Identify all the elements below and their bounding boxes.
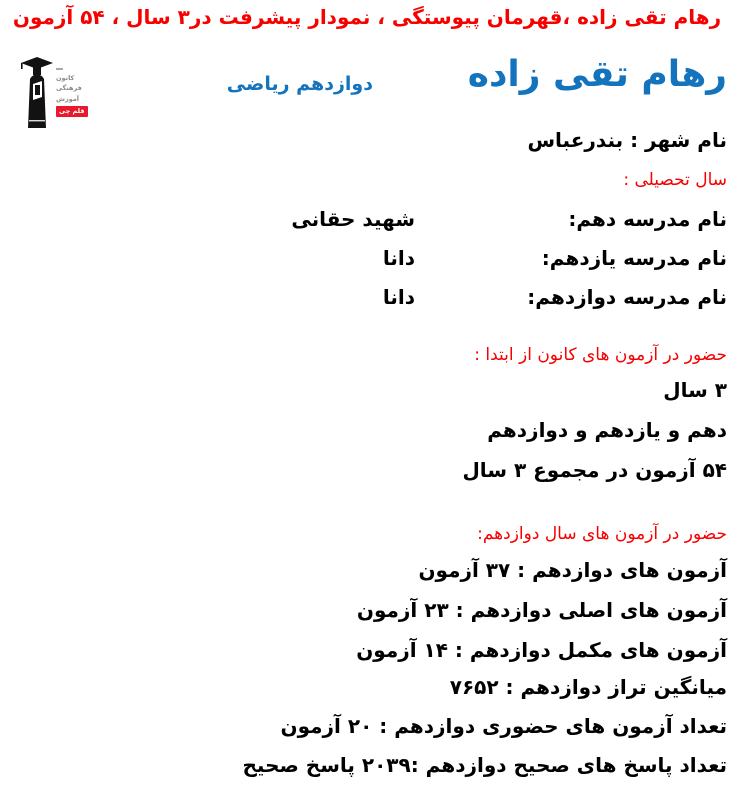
academic-year-label: سال تحصیلی :	[623, 170, 727, 190]
school10-label: نام مدرسه دهم:	[568, 207, 727, 231]
stat-line-exams12: آزمون های دوازدهم : ۳۷ آزمون	[418, 558, 727, 582]
stat-line-supplementary-exams12: آزمون های مکمل دوازدهم : ۱۴ آزمون	[356, 638, 727, 662]
kanoon-logo	[20, 54, 84, 132]
stat-line-years: ۳ سال	[663, 378, 727, 402]
stat-line-total-exams: ۵۴ آزمون در مجموع ۳ سال	[462, 458, 727, 482]
school11-value: دانا	[382, 246, 415, 270]
grade-field: دوازدهم ریاضی	[226, 73, 373, 95]
stat-line-average-score12: میانگین تراز دوازدهم : ۷۶۵۲	[449, 675, 727, 699]
logo-org-word: کانون	[56, 74, 75, 82]
school12-label: نام مدرسه دوازدهم:	[527, 285, 727, 309]
logo-org-word: فرهنگی	[56, 84, 82, 93]
school11-label: نام مدرسه یازدهم:	[541, 246, 727, 270]
stat-line-correct-answers12: تعداد پاسخ های صحیح دوازدهم :۲۰۳۹ پاسخ صحیح	[242, 753, 727, 777]
stat-line-inperson-exams12: تعداد آزمون های حضوری دوازدهم : ۲۰ آزمون	[280, 714, 727, 738]
section-heading-grade12: حضور در آزمون های سال دوازدهم:	[477, 524, 727, 544]
logo-brand-badge: قلم چی	[56, 106, 88, 117]
stat-line-main-exams12: آزمون های اصلی دوازدهم : ۲۳ آزمون	[356, 598, 727, 622]
city-line: نام شهر : بندرعباس	[527, 128, 727, 152]
logo-org-word: آموزش	[56, 94, 80, 103]
logo-dash-mark	[56, 68, 63, 70]
school12-value: دانا	[382, 285, 415, 309]
section-heading-overall: حضور در آزمون های کانون از ابتدا :	[474, 345, 727, 365]
logo-text-column	[56, 68, 88, 117]
stat-line-grades: دهم و یازدهم و دوازدهم	[487, 418, 727, 442]
school10-value: شهید حقانی	[291, 207, 415, 231]
banner-title: رهام تقی زاده ،قهرمان پیوستگی ، نمودار پیشرفت در۳ سال ، ۵۴ آزمون	[12, 5, 722, 29]
student-name: رهام تقی زاده	[467, 54, 727, 95]
graduate-icon	[20, 54, 54, 130]
